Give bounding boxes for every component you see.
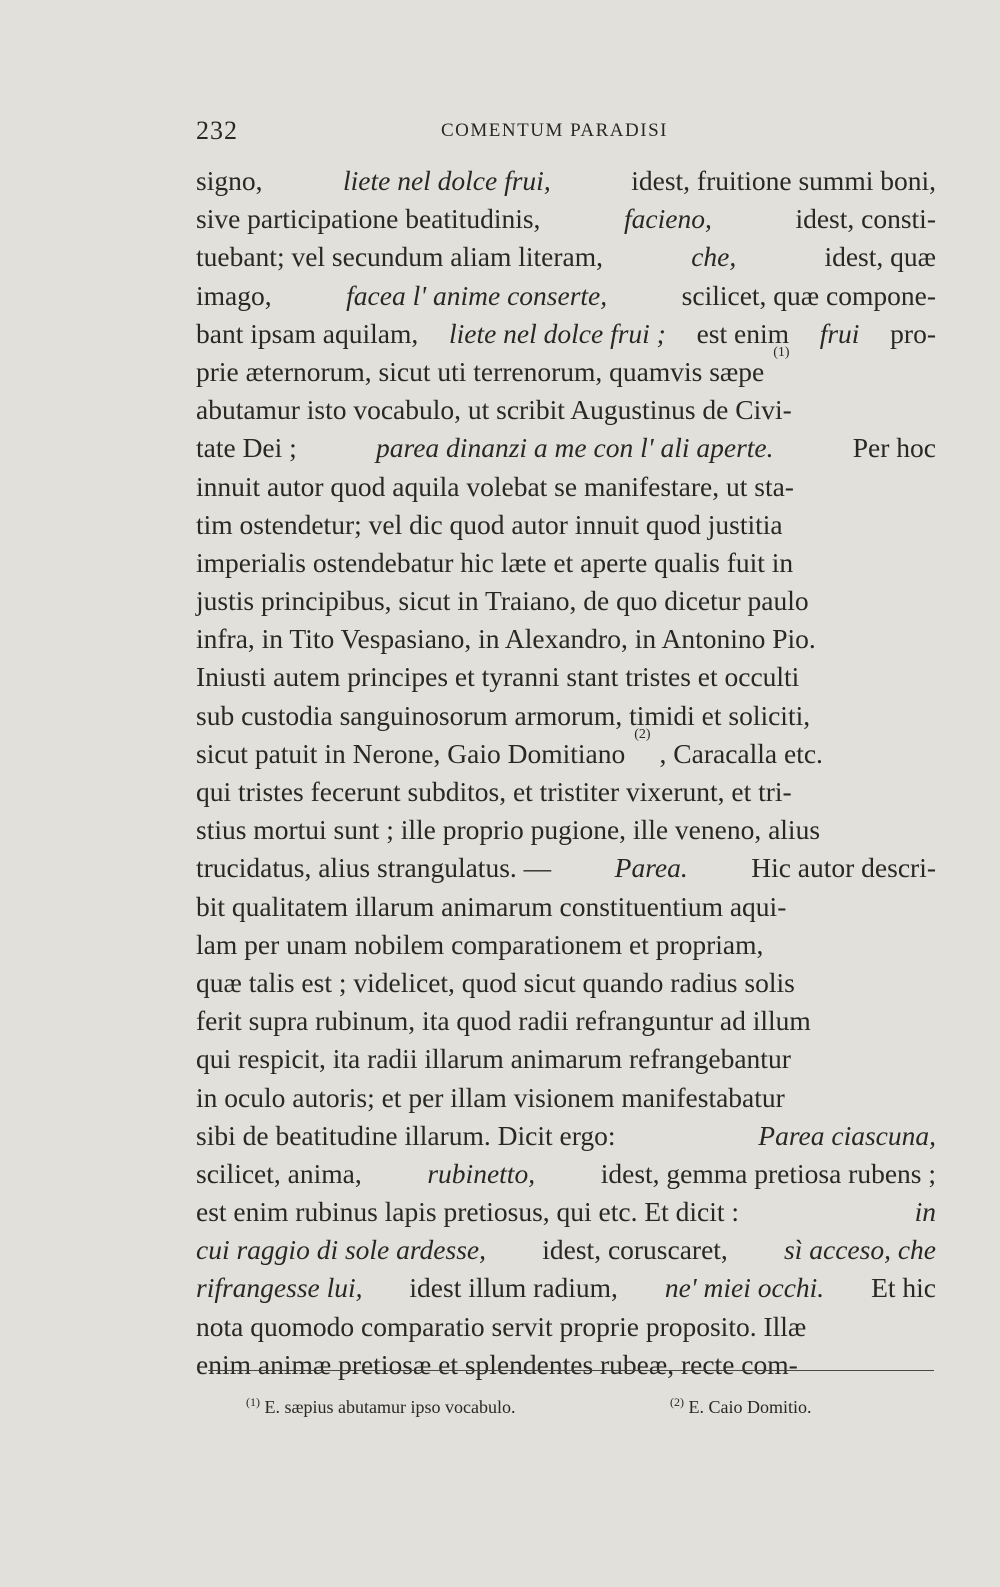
text-line [196, 200, 936, 238]
text-segment: imperialis ostendebatur hic læte et aperte qualis fuit in [196, 546, 794, 578]
text-line [196, 429, 936, 467]
text-segment: sicut patuit in Nerone, Gaio Domitiano [196, 737, 626, 769]
running-title: COMENTUM PARADISI [441, 120, 668, 141]
text-segment: idest, gemma pretiosa rubens ; [600, 1157, 936, 1189]
text-segment: , Caracalla etc. [659, 737, 823, 769]
text-segment: Iniusti autem principes et tyranni stant tristes et occulti [196, 661, 800, 693]
text-segment: quæ talis est ; videlicet, quod sicut quando radius solis [196, 966, 795, 998]
text-segment: idest, fruitione summi boni, [631, 165, 936, 196]
text-segment: trucidatus, alius strangulatus. — [196, 852, 552, 884]
text-segment: scilicet, quæ compone- [681, 279, 936, 311]
text-segment: ferit supra rubinum, ita quod radii refranguntur ad illum [196, 1005, 811, 1037]
text-line [196, 238, 936, 276]
italic-quotation: rubinetto, [427, 1157, 536, 1189]
text-segment: Per hoc [852, 432, 936, 464]
text-line [196, 1346, 936, 1384]
text-line [196, 1308, 936, 1346]
footnote-mark: (1) [246, 1395, 260, 1409]
text-line [196, 544, 936, 582]
footnotes [246, 1397, 936, 1437]
text-line [196, 1269, 936, 1307]
text-line [196, 1040, 936, 1078]
footnote-reference: (2) [634, 726, 651, 742]
italic-quotation: che, [691, 241, 737, 273]
running-head [196, 116, 931, 146]
text-segment: pro- [890, 317, 936, 349]
text-segment: stius mortui sunt ; ille proprio pugione, ille veneno, alius [196, 814, 821, 846]
text-line [196, 391, 936, 429]
text-line [196, 315, 936, 353]
text-line [196, 773, 936, 811]
text-line [196, 1079, 936, 1117]
italic-quotation: parea dinanzi a me con l' ali aperte. [376, 432, 774, 464]
italic-quotation: ne' miei occhi. [664, 1272, 825, 1304]
text-segment: idest, quæ [824, 241, 936, 273]
italic-quotation: rifrangesse lui, [196, 1272, 363, 1304]
text-line [196, 811, 936, 849]
text-line [196, 1231, 936, 1269]
footnote-mark: (2) [670, 1395, 684, 1409]
text-segment: sibi de beatitudine illarum. Dicit ergo: [196, 1119, 616, 1151]
text-segment: in oculo autoris; et per illam visionem manifestabatur [196, 1081, 785, 1113]
text-segment: est enim rubinus lapis pretiosus, qui etc. Et dicit : [196, 1196, 740, 1228]
text-segment: tim ostendetur; vel dic quod autor innuit quod justitia [196, 508, 783, 540]
text-segment: idest, consti- [795, 203, 936, 235]
italic-quotation: cui raggio di sole ardesse, [196, 1234, 486, 1266]
text-segment: imago, [196, 279, 272, 311]
italic-quotation: sì acceso, che [784, 1234, 936, 1266]
text-segment: lam per unam nobilem comparationem et propriam, [196, 928, 764, 960]
text-segment: justis principibus, sicut in Traiano, de quo dicetur paulo [196, 585, 809, 617]
text-segment: tate Dei ; [196, 432, 297, 464]
italic-quotation: facieno, [624, 203, 712, 235]
text-line [196, 277, 936, 315]
text-line [196, 964, 936, 1002]
text-line [196, 888, 936, 926]
italic-quotation: liete nel dolce frui ; [448, 317, 666, 349]
text-segment: qui tristes fecerunt subditos, et tristiter vixerunt, et tri- [196, 776, 792, 807]
text-line [196, 849, 936, 887]
italic-quotation: facea l' anime conserte, [346, 279, 608, 311]
text-line [196, 1002, 936, 1040]
text-segment: nota quomodo comparatio servit proprie proposito. Illæ [196, 1310, 807, 1342]
footnote-2 [670, 1397, 812, 1418]
text-segment: abutamur isto vocabulo, ut scribit Augustinus de Civi- [196, 394, 792, 426]
text-line [196, 1155, 936, 1193]
footnote-divider [208, 1370, 934, 1371]
text-line [196, 468, 936, 506]
text-segment: innuit autor quod aquila volebat se manifestare, ut sta- [196, 470, 794, 502]
text-segment: scilicet, anima, [196, 1157, 362, 1189]
text-segment: qui respicit, ita radii illarum animarum refrangebantur [196, 1043, 791, 1075]
text-segment: idest illum radium, [409, 1272, 618, 1304]
text-segment: idest, coruscaret, [542, 1234, 728, 1266]
text-segment: tuebant; vel secundum aliam literam, [196, 241, 604, 273]
body-text [196, 162, 936, 1384]
text-line [196, 926, 936, 964]
text-segment: est enim [696, 317, 789, 349]
text-line [196, 1117, 936, 1155]
text-segment: bit qualitatem illarum animarum constituentium aqui- [196, 890, 787, 922]
italic-quotation: liete nel dolce frui, [342, 165, 551, 196]
text-segment: prie æternorum, sicut uti terrenorum, quamvis sæpe [196, 355, 765, 387]
footnote-text: E. Caio Domitio. [688, 1397, 812, 1417]
text-line [196, 726, 936, 773]
text-line [196, 162, 936, 200]
footnote-reference: (1) [773, 344, 790, 360]
italic-quotation: frui [819, 317, 860, 349]
text-segment: Et hic [871, 1272, 936, 1304]
text-line [196, 344, 936, 391]
text-line [196, 620, 936, 658]
text-line [196, 506, 936, 544]
text-line [196, 658, 936, 696]
text-line [196, 697, 936, 735]
text-line [196, 582, 936, 620]
page-number: 232 [196, 116, 238, 145]
text-segment: signo, [196, 165, 263, 196]
text-segment: sive participatione beatitudinis, [196, 203, 541, 235]
italic-quotation: in [914, 1196, 936, 1228]
text-segment: enim animæ pretiosæ et splendentes rubeæ, recte com- [196, 1348, 798, 1380]
footnote-text: E. sæpius abutamur ipso vocabulo. [264, 1397, 516, 1417]
footnote-1 [246, 1397, 515, 1418]
text-segment: Hic autor descri- [751, 852, 936, 884]
text-line [196, 1193, 936, 1231]
text-segment: infra, in Tito Vespasiano, in Alexandro, in Antonino Pio. [196, 623, 816, 655]
italic-quotation: Parea. [614, 852, 688, 884]
italic-quotation: Parea ciascuna, [758, 1119, 936, 1151]
text-segment: sub custodia sanguinosorum armorum, timidi et soliciti, [196, 699, 811, 731]
text-segment: bant ipsam aquilam, [196, 317, 419, 349]
